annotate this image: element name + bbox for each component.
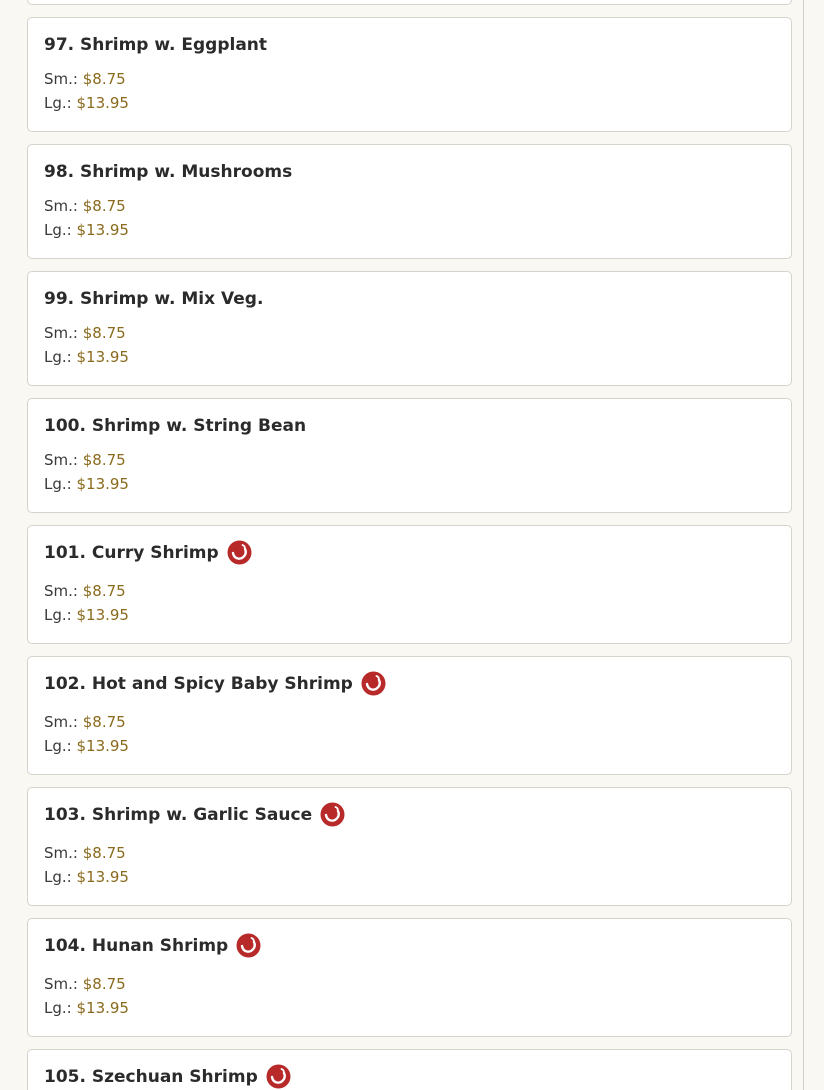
large-price-value: $13.95 <box>76 94 129 112</box>
menu-item-name: 97. Shrimp w. Eggplant <box>44 35 268 55</box>
large-price-line <box>44 736 129 756</box>
menu-item-card[interactable] <box>27 398 792 513</box>
menu-item-card[interactable] <box>27 787 792 906</box>
large-price-line <box>44 867 129 887</box>
small-price-value: $8.75 <box>82 844 126 862</box>
menu-item-card[interactable] <box>27 656 792 775</box>
small-price-line <box>44 323 126 343</box>
small-price-value: $8.75 <box>82 70 126 88</box>
menu-item-name: 102. Hot and Spicy Baby Shrimp <box>44 673 353 694</box>
small-price-label: Sm.: <box>44 324 78 342</box>
menu-item-title <box>44 933 261 958</box>
small-price-label: Sm.: <box>44 197 78 215</box>
large-price-label: Lg.: <box>44 94 72 112</box>
menu-item-name: 103. Shrimp w. Garlic Sauce <box>44 804 313 825</box>
small-price-line <box>44 974 126 994</box>
small-price-value: $8.75 <box>82 324 126 342</box>
small-price-value: $8.75 <box>82 582 126 600</box>
menu-item-card[interactable] <box>27 525 792 644</box>
large-price-line <box>44 93 129 113</box>
menu-item-name: 101. Curry Shrimp <box>44 542 219 563</box>
menu-item-card[interactable] <box>27 918 792 1037</box>
small-price-value: $8.75 <box>82 197 126 215</box>
chili-pepper-icon <box>227 540 252 565</box>
menu-item-card[interactable] <box>27 1049 792 1090</box>
large-price-value: $13.95 <box>76 737 129 755</box>
menu-item-title <box>44 540 252 565</box>
menu-item-card[interactable] <box>27 144 792 259</box>
large-price-value: $13.95 <box>76 868 129 886</box>
small-price-label: Sm.: <box>44 975 78 993</box>
menu-item-title <box>44 289 263 309</box>
menu-item-card[interactable] <box>27 17 792 132</box>
large-price-label: Lg.: <box>44 475 72 493</box>
menu-item-title <box>44 671 386 696</box>
small-price-line <box>44 69 126 89</box>
small-price-value: $8.75 <box>82 451 126 469</box>
menu-item-card-partial[interactable] <box>27 0 792 5</box>
large-price-value: $13.95 <box>76 999 129 1017</box>
menu-item-name: 99. Shrimp w. Mix Veg. <box>44 289 264 309</box>
large-price-value: $13.95 <box>76 475 129 493</box>
menu-item-title <box>44 802 345 827</box>
small-price-line <box>44 196 126 216</box>
menu-item-name: 105. Szechuan Shrimp <box>44 1066 258 1087</box>
large-price-line <box>44 474 129 494</box>
large-price-label: Lg.: <box>44 606 72 624</box>
menu-item-title <box>44 416 306 436</box>
menu-item-name: 100. Shrimp w. String Bean <box>44 416 307 436</box>
menu-item-name: 98. Shrimp w. Mushrooms <box>44 162 293 182</box>
small-price-line <box>44 712 126 732</box>
small-price-label: Sm.: <box>44 70 78 88</box>
large-price-label: Lg.: <box>44 868 72 886</box>
large-price-label: Lg.: <box>44 221 72 239</box>
large-price-value: $13.95 <box>76 348 129 366</box>
menu-item-card[interactable] <box>27 271 792 386</box>
small-price-line <box>44 450 126 470</box>
large-price-line <box>44 998 129 1018</box>
small-price-label: Sm.: <box>44 582 78 600</box>
menu-item-title <box>44 35 267 55</box>
large-price-label: Lg.: <box>44 999 72 1017</box>
large-price-label: Lg.: <box>44 348 72 366</box>
chili-pepper-icon <box>266 1064 291 1089</box>
large-price-label: Lg.: <box>44 737 72 755</box>
menu-item-title <box>44 162 292 182</box>
large-price-line <box>44 347 129 367</box>
small-price-label: Sm.: <box>44 451 78 469</box>
chili-pepper-icon <box>236 933 261 958</box>
menu-item-title <box>44 1064 291 1089</box>
small-price-value: $8.75 <box>82 975 126 993</box>
large-price-line <box>44 605 129 625</box>
small-price-label: Sm.: <box>44 713 78 731</box>
large-price-value: $13.95 <box>76 606 129 624</box>
small-price-value: $8.75 <box>82 713 126 731</box>
menu-item-name: 104. Hunan Shrimp <box>44 935 229 956</box>
large-price-line <box>44 220 129 240</box>
small-price-line <box>44 843 126 863</box>
small-price-line <box>44 581 126 601</box>
chili-pepper-icon <box>320 802 345 827</box>
small-price-label: Sm.: <box>44 844 78 862</box>
chili-pepper-icon <box>361 671 386 696</box>
large-price-value: $13.95 <box>76 221 129 239</box>
